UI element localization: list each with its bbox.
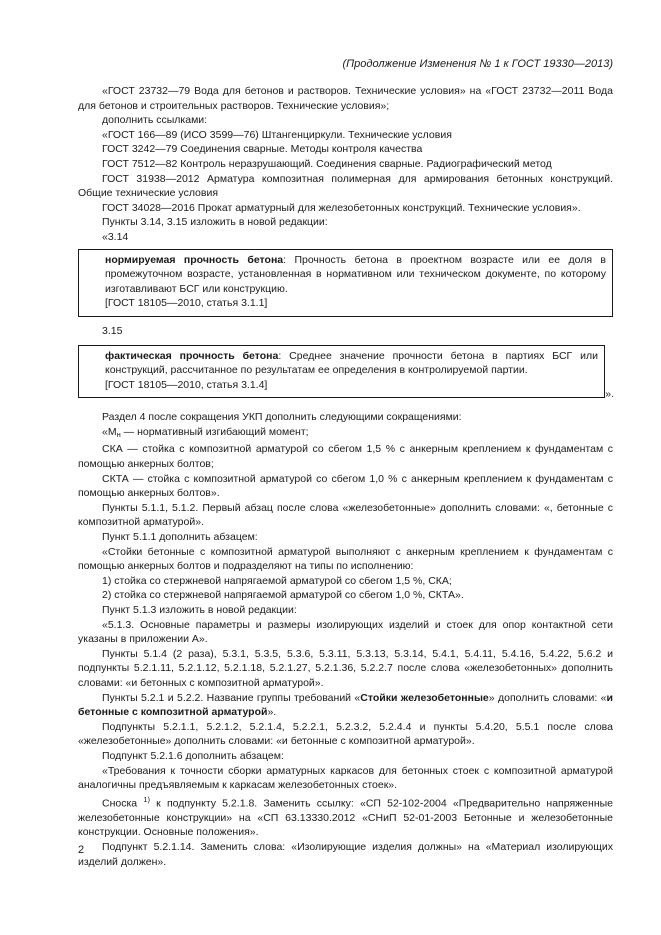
paragraph: «ГОСТ 166—89 (ИСО 3599—76) Штангенциркули. Технические условия bbox=[102, 128, 452, 141]
definition-source: [ГОСТ 18105—2010, статья 3.1.4] bbox=[105, 378, 268, 391]
definition-body: : Прочность бетона в проектном возрасте или ее доля в промежуточном возрасте, установленная в нормативном или техническом документе, по которому изготавливают БСГ или конструкцию. bbox=[105, 253, 606, 295]
paragraph: «5.1.3. Основные параметры и размеры изолирующих изделий и стоек для опор контактной сети указаны в приложении А». bbox=[78, 618, 613, 646]
paragraph: 1) стойка со стержневой напрягаемой арматурой со сбегом 1,5 %, СКА; bbox=[102, 574, 452, 587]
paragraph: ГОСТ 31938—2012 Арматура композитная полимерная для армирования бетонных конструкций. Общие технические условия bbox=[78, 172, 613, 200]
paragraph-group-heading: Пункты 5.2.1 и 5.2.2. Название группы требований «Стойки железобетонные» дополнить словами: «и бетонные с композитной арматурой». bbox=[78, 691, 613, 719]
definition-source: [ГОСТ 18105—2010, статья 3.1.1] bbox=[105, 297, 268, 310]
paragraph: СКТА — стойка с композитной арматурой со сбегом 1,0 % с анкерным креплением к фундаментам с помощью анкерных болтов». bbox=[78, 472, 613, 500]
paragraph: «Стойки бетонные с композитной арматурой выполняют с анкерным креплением к фундаментам с помощью анкерных болтов и подразделяют на типы по исполнению: bbox=[78, 545, 613, 573]
definition-box-3-14 bbox=[78, 249, 613, 317]
paragraph: Пункты 5.1.4 (2 раза), 5.3.1, 5.3.5, 5.3.6, 5.3.11, 5.3.13, 5.3.14, 5.4.1, 5.4.11, 5.4.16, 5.4.22, 5.6.2 и подпункты 5.2.1.11, 5.2.1.12, 5.2.1.18, 5.2.1.27, 5.2.1.36, 5.2.2.7 после слова «железобетонных» дополнить словами: «и бетонных с композитной арматурой». bbox=[78, 647, 613, 689]
paragraph: «ГОСТ 23732—79 Вода для бетонов и растворов. Технические условия» на «ГОСТ 23732—2011 Вода для бетонов и строительных растворов. Технические условия»; bbox=[78, 85, 613, 112]
paragraph: ГОСТ 7512—82 Контроль неразрушающий. Соединения сварные. Радиографический метод bbox=[102, 157, 552, 170]
paragraph: Пункт 5.1.3 изложить в новой редакции: bbox=[102, 604, 297, 616]
paragraph: Подпункты 5.2.1.1, 5.2.1.2, 5.2.1.4, 5.2.2.1, 5.2.3.2, 5.2.4.4 и пункты 5.4.20, 5.5.1 после слова «железобетонные» дополнить словами: «и бетонные с композитной арматурой». bbox=[78, 720, 613, 748]
footnote-reference-paragraph: Сноска $^{1)}$ к подпункту 5.2.1.8. Заменить ссылку: «СП 52-102-2004 «Предварительно напряженные железобетонные конструкции» на «СП 63.13330.2012 «СНиП 52-01-2003 Бетонные и железобетонные конструкции. Основные положения». bbox=[78, 794, 614, 839]
definition-term: нормируемая прочность бетона bbox=[105, 253, 284, 266]
paragraph: «3.14 bbox=[102, 230, 129, 243]
paragraph: Пункты 3.14, 3.15 изложить в новой редакции: bbox=[102, 216, 328, 229]
paragraph: дополнить ссылками: bbox=[102, 114, 208, 127]
document-body bbox=[78, 84, 613, 869]
paragraph: Пункт 5.1.1 дополнить абзацем: bbox=[102, 531, 258, 544]
paragraph: Раздел 4 после сокращения УКП дополнить следующими сокращениями: bbox=[102, 411, 462, 424]
paragraph: ГОСТ 34028—2016 Прокат арматурный для железобетонных конструкций. Технические условия». bbox=[102, 201, 581, 214]
definition-body: : Среднее значение прочности бетона в партиях БСГ или конструкций, рассчитанное по результатам ее определения в контролируемой партии. bbox=[105, 349, 598, 377]
paragraph: СКА — стойка с композитной арматурой со сбегом 1,5 % с анкерным креплением к фундаментам с помощью анкерных болтов; bbox=[78, 443, 613, 471]
paragraph: Подпункт 5.2.1.6 дополнить абзацем: bbox=[102, 749, 284, 762]
definition-text bbox=[105, 349, 598, 378]
paragraph: «Требования к точности сборки арматурных каркасов для бетонных стоек с композитной арматурой аналогичны предъявляемым к каркасам железобетонных стоек». bbox=[78, 764, 613, 792]
paragraph: 2) стойка со стержневой напрягаемой арматурой со сбегом 1,0 %, СКТА». bbox=[102, 589, 464, 602]
paragraph: ГОСТ 3242—79 Соединения сварные. Методы контроля качества bbox=[102, 143, 423, 156]
continuation-header: (Продолжение Изменения № 1 к ГОСТ 19330—2013) bbox=[342, 58, 613, 70]
page-number: 2 bbox=[78, 844, 85, 856]
paragraph: Подпункт 5.2.1.14. Заменить слова: «Изолирующие изделия должны» на «Материал изолирующих изделий должен». bbox=[78, 841, 613, 868]
closing-quote: ». bbox=[605, 387, 614, 400]
definition-text bbox=[105, 253, 606, 297]
definition-term: фактическая прочность бетона bbox=[105, 349, 279, 362]
definition-box-3-15 bbox=[78, 345, 614, 400]
paragraph: Пункты 5.1.1, 5.1.2. Первый абзац после слова «железобетонные» дополнить словами: «, бетонные с композитной арматурой». bbox=[78, 501, 613, 529]
clause-number: 3.15 bbox=[102, 324, 123, 337]
abbrev-mn: «$М_н$ — нормативный изгибающий момент; bbox=[102, 425, 309, 439]
